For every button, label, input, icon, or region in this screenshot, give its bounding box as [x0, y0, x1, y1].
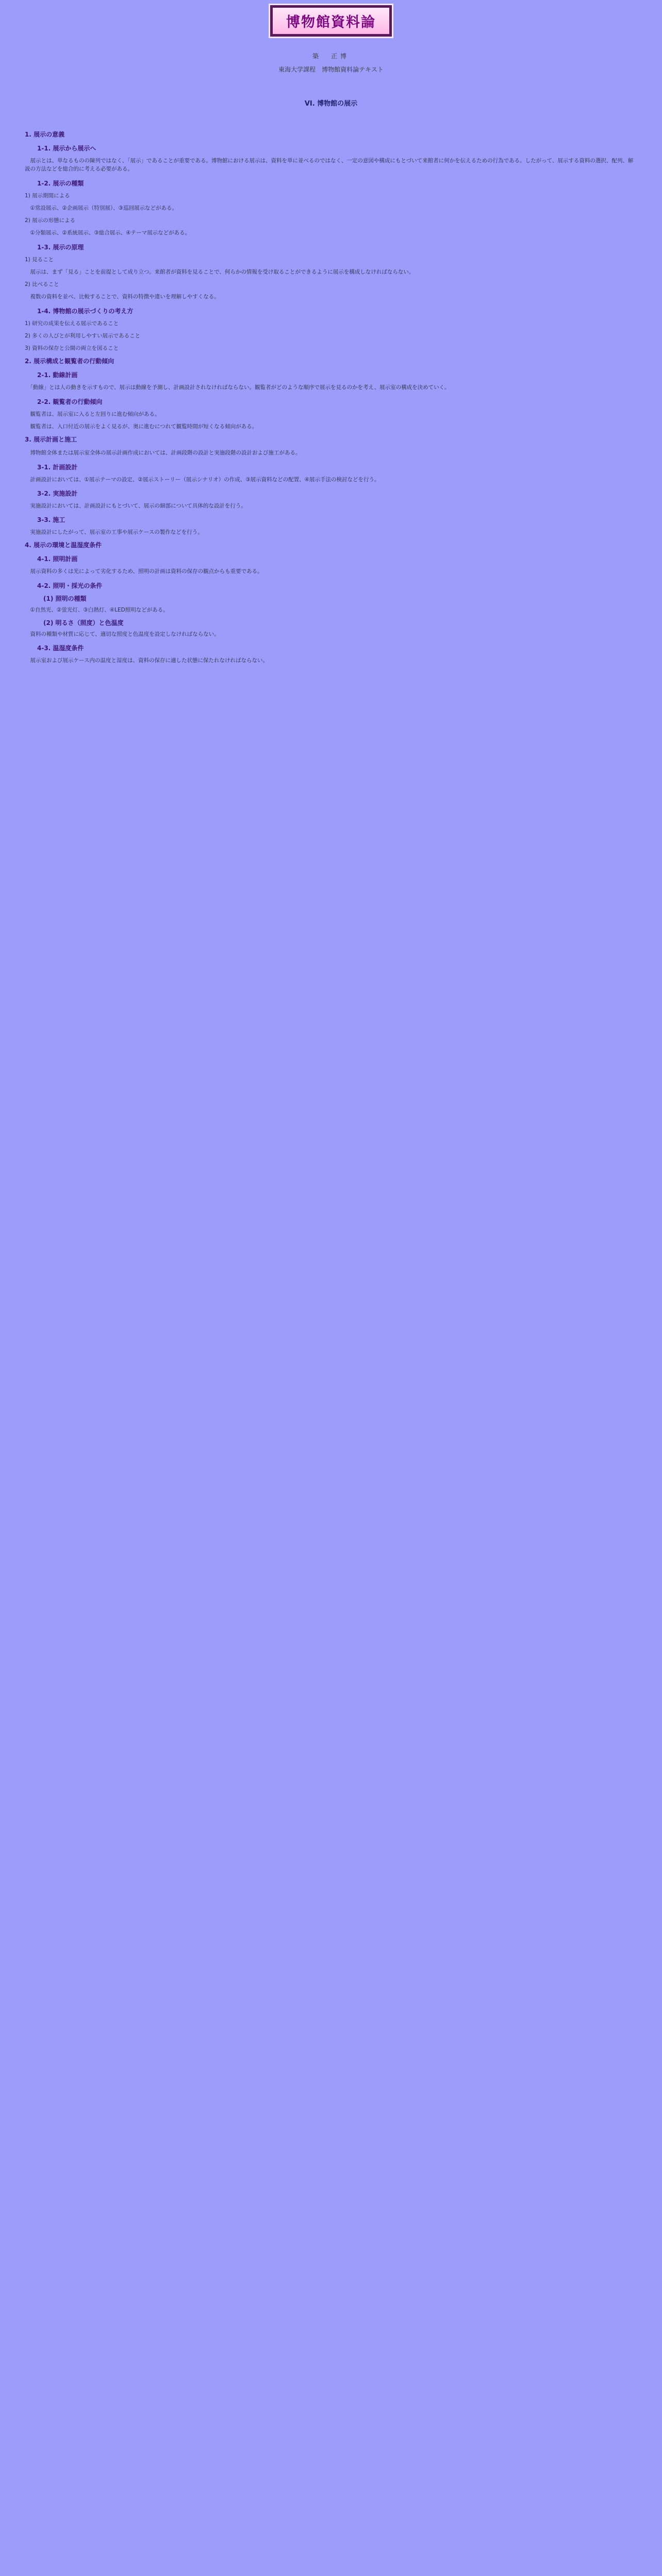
subsection-heading: 4-1. 照明計画 — [37, 555, 78, 563]
paragraph: 実施設計にしたがって、展示室の工事や展示ケースの製作などを行う。 — [25, 529, 203, 536]
paragraph: 複数の資料を並べ、比較することで、資料の特徴や違いを理解しやすくなる。 — [25, 294, 220, 300]
paragraph: 「動線」とは人の動きを示すもので、展示は動線を予測し、計画設計されなければならない。観覧者がどのような順序で展示を見るのかを考え、展示室の構成を決めていく。 — [25, 384, 450, 391]
subsection-heading: 4-2. 照明・採光の条件 — [37, 582, 103, 589]
paragraph: 展示とは、単なるものの陳列ではなく、「展示」であることが重要である。博物館における展示は、資料を単に並べるのではなく、一定の意図や構成にもとづいて来館者に何かを伝えるための行為である。したがって、展示する資料の選択、配列、解説の方法などを総合的に考える必要がある。 — [25, 158, 634, 173]
subsection-heading: 1-3. 展示の原理 — [37, 243, 84, 251]
paragraph: 2) 比べること — [25, 281, 59, 288]
paragraph: 観覧者は、展示室に入ると左回りに進む傾向がある。 — [25, 411, 160, 417]
paragraph: 観覧者は、入口付近の展示をよく見るが、奥に進むにつれて観覧時間が短くなる傾向がある。 — [25, 423, 258, 430]
section-heading: 1. 展示の意義 — [25, 131, 65, 138]
paragraph: 博物館全体または展示室全体の展示計画作成においては、計画段階の設計と実施段階の設計および施工がある。 — [25, 450, 301, 456]
subsubsection-heading: (1) 照明の種類 — [43, 595, 87, 602]
paragraph: ①常設展示、②企画展示（特別展）、③巡回展示などがある。 — [25, 205, 177, 211]
section-heading: 2. 展示構成と観覧者の行動傾向 — [25, 358, 114, 365]
document-body — [25, 126, 637, 669]
paragraph: 展示資料の多くは光によって劣化するため、照明の計画は資料の保存の観点からも重要である。 — [25, 568, 263, 575]
paragraph: 展示は、まず「見る」ことを前提として成り立つ。来館者が資料を見ることで、何らかの情報を受け取ることができるように展示を構成しなければならない。 — [25, 268, 415, 275]
paragraph: 1) 展示期間による — [25, 192, 70, 199]
logo-area — [0, 5, 662, 37]
paragraph: 資料の種類や材質に応じて、適切な照度と色温度を設定しなければならない。 — [25, 631, 220, 637]
subsection-heading: 4-3. 温湿度条件 — [37, 645, 84, 652]
subsection-heading: 1-1. 展示から展示へ — [37, 145, 96, 152]
section-heading: 3. 展示計画と施工 — [25, 436, 77, 444]
section-heading: 4. 展示の環境と温湿度条件 — [25, 541, 102, 549]
paragraph: 2) 展示の形態による — [25, 217, 76, 224]
subsection-heading: 1-4. 博物館の展示づくりの考え方 — [37, 307, 134, 315]
chapter-title: VI. 博物館の展示 — [304, 100, 358, 108]
paragraph: ①分類展示、②系統展示、③総合展示、④テーマ展示などがある。 — [25, 230, 191, 236]
subsection-heading: 3-1. 計画設計 — [37, 463, 78, 471]
paragraph: 2) 多くの人びとが利用しやすい展示であること — [25, 332, 141, 339]
subsection-heading: 3-2. 実施設計 — [37, 489, 78, 497]
subsection-heading: 2-1. 動線計画 — [37, 371, 78, 379]
paragraph: 展示室および展示ケース内の温度と湿度は、資料の保存に適した状態に保たれなければならない。 — [25, 657, 268, 664]
subsection-heading: 3-3. 施工 — [37, 516, 65, 524]
paragraph: 1) 見ること — [25, 256, 54, 263]
organization: 東海大学課程 博物館資料論テキスト — [278, 66, 384, 73]
subsection-heading: 1-2. 展示の種類 — [37, 179, 84, 187]
paragraph: 1) 研究の成果を伝える展示であること — [25, 320, 119, 327]
logo: 博物館資料論 — [270, 5, 392, 37]
author-name: 築 正博 — [312, 53, 350, 60]
paragraph: ①自然光、②蛍光灯、③白熱灯、④LED照明などがある。 — [25, 606, 169, 613]
paragraph: 計画設計においては、①展示テーマの設定、②展示ストーリー（展示シナリオ）の作成、③展示資料などの配置、④展示手法の検討などを行う。 — [25, 476, 380, 483]
subsection-heading: 2-2. 観覧者の行動傾向 — [37, 398, 103, 405]
paragraph: 3) 資料の保存と公開の両立を図ること — [25, 345, 119, 352]
subsubsection-heading: (2) 明るさ（照度）と色温度 — [43, 619, 124, 626]
paragraph: 実施設計においては、計画設計にもとづいて、展示の細部について具体的な設計を行う。 — [25, 502, 246, 509]
